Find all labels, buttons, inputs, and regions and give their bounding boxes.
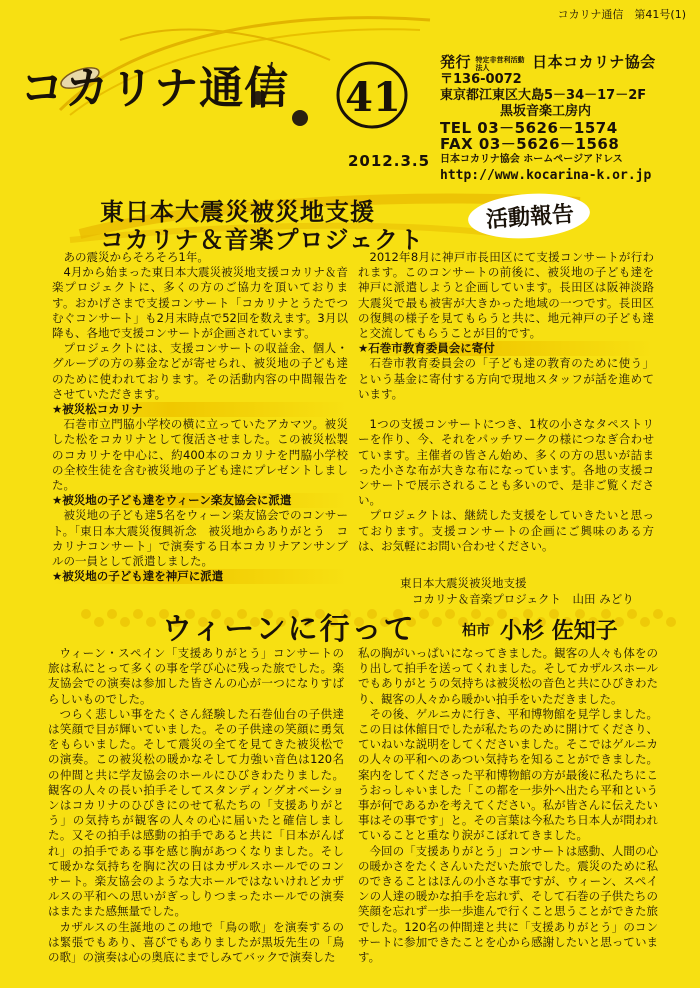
section-heading: ★被災地の子ども達を神戸に派遣 bbox=[52, 569, 348, 584]
homepage-label: 日本コカリナ協会 ホームページアドレス bbox=[440, 154, 623, 165]
decoration-dot bbox=[627, 609, 637, 619]
article-column-right bbox=[358, 646, 658, 965]
signature-name: コカリナ＆音楽プロジェクト 山田 みどり bbox=[412, 592, 634, 606]
section-heading: ★石巻市教育委員会に寄付 bbox=[358, 341, 654, 356]
paragraph: 4月から始まった東日本大震災被災地支援コカリナ＆音楽プロジェクトに、多くの方のご協力を頂いております。おかげさまで支援コンサート「コカリナとうたでつむぐコンサート」も2月末時点で52回を数えます。3月以降も、各地で支援コンサートが企画されています。 bbox=[52, 265, 348, 341]
publisher-org-name: 日本コカリナ協会 bbox=[532, 53, 656, 71]
decoration-dot bbox=[666, 617, 676, 627]
paragraph: 2012年8月に神戸市長田区にて支援コンサートが行われます。このコンサートの前後に、被災地の子ども達を神戸に派遣しようと企画しています。長田区は阪神淡路大震災で最も被害が大きかった地域の一つです。長田区の復興の様子を見てもらうと共に、地元神戸の子ども達と交流してもらうことが目的です。 bbox=[358, 250, 654, 341]
section-heading: ★被災地の子ども達をウィーン楽友協会に派遣 bbox=[52, 493, 348, 508]
decoration-dot bbox=[419, 609, 429, 619]
paragraph: あの震災からそろそろ1年。 bbox=[63, 250, 209, 264]
decoration-dot bbox=[445, 609, 455, 619]
issue-line: コカリナ通信 第41号(1) bbox=[557, 8, 686, 21]
decoration-dot bbox=[146, 617, 156, 627]
decoration-dot bbox=[107, 609, 117, 619]
publisher-line bbox=[440, 54, 656, 72]
issue-number: 41 bbox=[345, 74, 401, 121]
paragraph: その後、ゲルニカに行き、平和博物館を見学しました。この日は休館日でしたが私たちのために開けてくださり、ていねいな説明をしてくださいました。そこではゲルニカの人々の平和へのあつい気持ちを知ることができました。案内をしてくださった平和博物館の方が最後に私たちにこうおっしゃいました「この都を一歩外へ出たら平和という事が何であるかを考えてください。私が皆さんに伝えたい事はその事です」と。その言葉は今私たち日本人が問われていることと重なり涙がこぼれてきました。 bbox=[358, 706, 658, 843]
article-title: ウィーンに行って bbox=[162, 612, 416, 647]
decoration-dot bbox=[471, 609, 481, 619]
author-place: 柏市 bbox=[462, 623, 490, 639]
paragraph: 私の胸がいっぱいになってきました。観客の人々も体をのり出して拍手を送ってくれました。そしてカザルスホールでもありがとうの気持ちは被災松の音色と共にひびきわたり、観客の人々から暖かい拍手をいただきました。 bbox=[358, 646, 658, 706]
publisher-org-type: 特定非営利活動法人 bbox=[475, 55, 525, 72]
decoration-dot bbox=[640, 617, 650, 627]
decoration-dot bbox=[432, 617, 442, 627]
paragraph: 石巻市立門脇小学校の横に立っていたアカマツ。被災した松をコカリナとして復活させました。この被災松製のコカリナを中心に、約400本のコカリナを門脇小学校の全校生徒を含む被災地の子ども達にプレゼントしました。 bbox=[52, 417, 348, 493]
publisher-label: 発行 bbox=[440, 53, 472, 71]
paragraph: プロジェクトは、継続した支援をしていきたいと思っております。支援コンサートの企画にご興味のある方は、お気軽にお問い合わせください。 bbox=[358, 508, 654, 553]
section-heading: ★被災松コカリナ bbox=[52, 402, 348, 417]
publisher-block bbox=[440, 54, 656, 184]
paragraph: 石巻市教育委員会の「子ども達の教育のために使う」という基金に寄付する方向で現地スタッフが話を進めています。 bbox=[358, 356, 654, 401]
homepage-url[interactable]: http://www.kocarina-k.or.jp bbox=[440, 168, 652, 183]
decoration-dot bbox=[133, 609, 143, 619]
decoration-dot bbox=[81, 609, 91, 619]
paragraph: カザルスの生誕地のこの地で「鳥の歌」を演奏するのは緊張でもあり、喜びでもありましたが黒坂先生の「鳥の歌」の演奏は心の奥底にまでしみてバックで演奏した bbox=[48, 919, 344, 965]
decoration-dot bbox=[120, 617, 130, 627]
report-column-left bbox=[52, 250, 348, 584]
paragraph: つらく悲しい事をたくさん経験した石巻仙台の子供達は笑顔で目が輝いていました。その子供達の笑顔に勇気をもらいました。そして震災の全てを見てきた被災松での演奏。この被災松の暖かなそして力強い音色は120名の仲間と共に学友協会のホールにひびきわたりました。観客の人々の長い拍手そしてスタンディングオベーションはコカリナのひびきにのせて私たちの「支援ありがとう」の気持ちが観客の人々の心に届いたと確信しました。又その拍手は感動の拍手であると共に「日本がんばれ」の拍手である事を感じ胸があつくなりました。そして暖かな気持ちを胸に次の日はカザルスホールでのコンサート。楽友協会のような大ホールではないけれどカザルスの平和への思いがぎっしりつまったホールでの演奏はまたまた感無量でした。 bbox=[48, 706, 344, 919]
report-column-right bbox=[358, 250, 654, 554]
article-column-left bbox=[48, 646, 344, 965]
activity-report-label: 活動報告 bbox=[485, 201, 575, 234]
banner-title-line2: コカリナ＆音楽プロジェクト bbox=[100, 226, 425, 254]
paragraph: プロジェクトには、支援コンサートの収益金、個人・グループの方の募金などが寄せられ、被災地の子ども達のために使われております。その活動内容の中間報告をさせていただきます。 bbox=[52, 341, 348, 401]
paragraph: 被災地の子ども達5名をウィーン楽友協会でのコンサート。「東日本大震災復興祈念 被災地からありがとう コカリナコンサート」で演奏する日本コカリナアンサンブルの一員として派遣しました。 bbox=[52, 508, 348, 569]
address-line2: 黒坂音楽工房内 bbox=[500, 104, 592, 119]
paragraph bbox=[358, 402, 654, 417]
fax-number: FAX 03－5626－1568 bbox=[440, 135, 620, 153]
issue-date: 2012.3.5 bbox=[348, 152, 431, 170]
decoration-dot bbox=[94, 617, 104, 627]
paragraph: 1つの支援コンサートにつき、1枚の小さなタペストリーを作り、今、それをパッチワークの様につなぎ合わせています。主催者の皆さん始め、多くの方の思いが詰まった小さな布が大きな布になっています。各地の支援コンサートで展示されることも多いので、是非ご覧ください。 bbox=[358, 417, 654, 508]
postal-code: 〒136-0072 bbox=[440, 72, 522, 87]
tel-number: TEL 03－5626－1574 bbox=[440, 119, 618, 137]
banner-title-line1: 東日本大震災被災地支援 bbox=[100, 198, 375, 226]
decoration-dot bbox=[653, 609, 663, 619]
newsletter-title: コカリナ通信 bbox=[20, 63, 290, 114]
address-line1: 東京都江東区大島5－34－17－2F bbox=[440, 88, 647, 103]
paragraph: ウィーン・スペイン「支援ありがとう」コンサートの旅は私にとって多くの事を学び心に残った旅でした。楽友協会での演奏は参加した皆さんの心が一つになりすばらしいものでした。 bbox=[48, 646, 344, 706]
signature-org: 東日本大震災被災地支援 bbox=[400, 576, 527, 590]
author-name: 小杉 佐知子 bbox=[500, 618, 618, 644]
paragraph: 今回の「支援ありがとう」コンサートは感動、人間の心の暖かさをたくさんいただいた旅でした。震災のために私のできることはほんの小さな事ですが、ウィーン、スペインの人達の暖かな拍手を忘れず、そして石巻の子供たちの笑顔を忘れず一歩一歩進んで行くこと思うことができた旅でした。120名の仲間達と共に「支援ありがとう」のコンサートに参加できたことを心から感謝したいと思っています。 bbox=[358, 843, 658, 965]
